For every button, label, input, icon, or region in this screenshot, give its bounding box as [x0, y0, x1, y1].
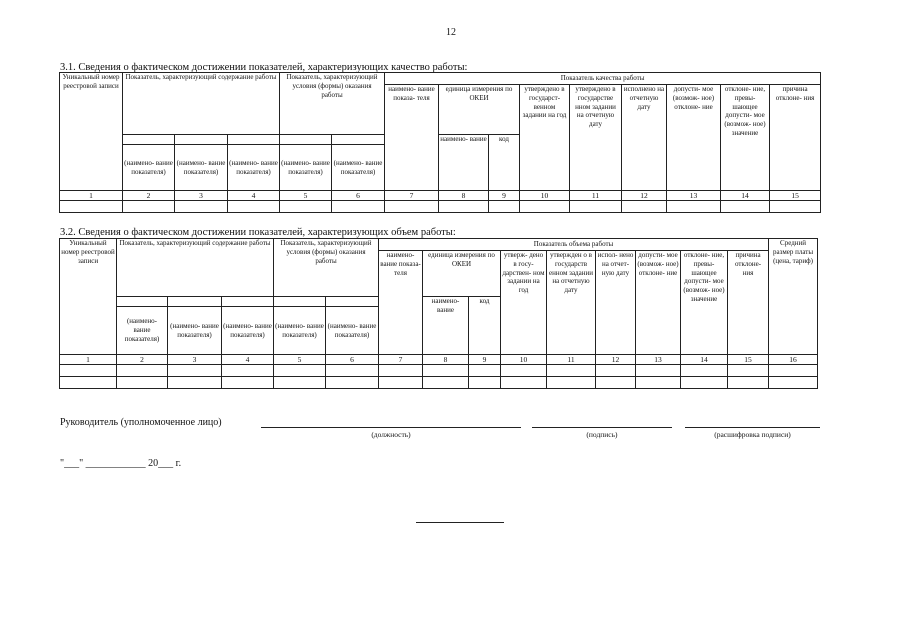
- col-header-approved-date: утверждено в государстве нном задании на отчетную дату: [570, 85, 622, 191]
- date-line: "___" ____________ 20___ г.: [60, 458, 182, 469]
- signature-caption: (подпись): [586, 430, 618, 439]
- col-header-approved-date: утвержден о в государств енном задании на отчетную дату: [547, 251, 596, 355]
- signature-label: Руководитель (уполномоченное лицо): [60, 417, 222, 428]
- sub-header-name: (наимено- вание показателя): [274, 307, 326, 355]
- sub-header-name: (наимено- вание показателя): [222, 307, 274, 355]
- name-decode-line[interactable]: [685, 427, 820, 428]
- col-header-unit-code: код: [489, 135, 520, 191]
- col-header-approved-year: утверж- дено в госу- дарствен- ном задании на год: [501, 251, 547, 355]
- quality-table: [59, 72, 821, 213]
- col-header-executed: исполнено на отчетную дату: [622, 85, 667, 191]
- position-caption: (должность): [371, 430, 411, 439]
- column-number-row: 1 2 3 4 5 6 7 8 9 10 11 12 13 14 15 16: [60, 355, 818, 365]
- page-end-line: [416, 522, 504, 523]
- section-3-2-title: 3.2. Сведения о фактическом достижении показателей, характеризующих объем работы:: [60, 227, 456, 238]
- col-header-conditions: Показатель, характеризующий условия (формы) оказания работы: [274, 239, 379, 297]
- col-header-excess-deviation: отклоне- ние, превы- шающее допусти- мое (возмож- ное) значение: [721, 85, 770, 191]
- col-header-unit-name: наимено- вание: [423, 297, 469, 355]
- sub-header-name: (наимено- вание показателя): [123, 145, 175, 191]
- page-number: 12: [446, 27, 456, 38]
- col-header-executed: испол- нено на отчет-ную дату: [596, 251, 636, 355]
- col-header-content: Показатель, характеризующий содержание работы: [117, 239, 274, 297]
- sub-header-name: (наимено- вание показателя): [326, 307, 379, 355]
- volume-table: [59, 238, 818, 389]
- empty-data-row: [60, 201, 821, 213]
- col-header-average-fee: Средний размер платы (цена, тариф): [769, 239, 818, 355]
- col-header-unit-code: код: [469, 297, 501, 355]
- col-header-allowed-deviation: допусти- мое (возмож- ное) отклоне- ние: [667, 85, 721, 191]
- sub-header-name: (наимено- вание показателя): [175, 145, 228, 191]
- sub-header-name: (наимено- вание показателя): [228, 145, 280, 191]
- position-line[interactable]: [261, 427, 521, 428]
- col-header-volume-group: Показатель объема работы: [379, 239, 769, 251]
- col-header-indicator-name: наимено- вание показа- теля: [385, 85, 439, 191]
- col-header-indicator-name: наимено- вание показа- теля: [379, 251, 423, 355]
- sub-header-name: (наимено- вание показателя): [168, 307, 222, 355]
- col-header-registry-number: Уникальный номер реестровой записи: [60, 73, 123, 191]
- col-header-content: Показатель, характеризующий содержание работы: [123, 73, 280, 135]
- col-header-okei-unit: единица измерения по ОКЕИ: [423, 251, 501, 297]
- empty-data-row: [60, 377, 818, 389]
- col-header-excess-deviation: отклоне- ние, превы- шающее допусти- мое (возмож- ное) значение: [681, 251, 728, 355]
- signature-line[interactable]: [532, 427, 672, 428]
- name-decode-caption: (расшифровка подписи): [714, 430, 791, 439]
- col-header-conditions: Показатель, характеризующий условия (формы) оказания работы: [280, 73, 385, 135]
- col-header-registry-number: Уникальный номер реестровой записи: [60, 239, 117, 355]
- section-3-1-title: 3.1. Сведения о фактическом достижении показателей, характеризующих качество работы:: [60, 62, 468, 73]
- sub-header-name: (наимено- вание показателя): [280, 145, 332, 191]
- column-number-row: 1 2 3 4 5 6 7 8 9 10 11 12 13 14 15: [60, 191, 821, 201]
- col-header-quality-group: Показатель качества работы: [385, 73, 821, 85]
- col-header-deviation-reason: причина отклоне- ния: [728, 251, 769, 355]
- col-header-approved-year: утверждено в государст- венном задании на год: [520, 85, 570, 191]
- col-header-deviation-reason: причина отклоне- ния: [770, 85, 821, 191]
- col-header-unit-name: наимено- вание: [439, 135, 489, 191]
- empty-data-row: [60, 365, 818, 377]
- sub-header-name: (наимено- вание показателя): [332, 145, 385, 191]
- sub-header-name: (наимено- вание показателя): [117, 307, 168, 355]
- col-header-okei-unit: единица измерения по ОКЕИ: [439, 85, 520, 135]
- col-header-allowed-deviation: допусти- мое (возмож- ное) отклоне- ние: [636, 251, 681, 355]
